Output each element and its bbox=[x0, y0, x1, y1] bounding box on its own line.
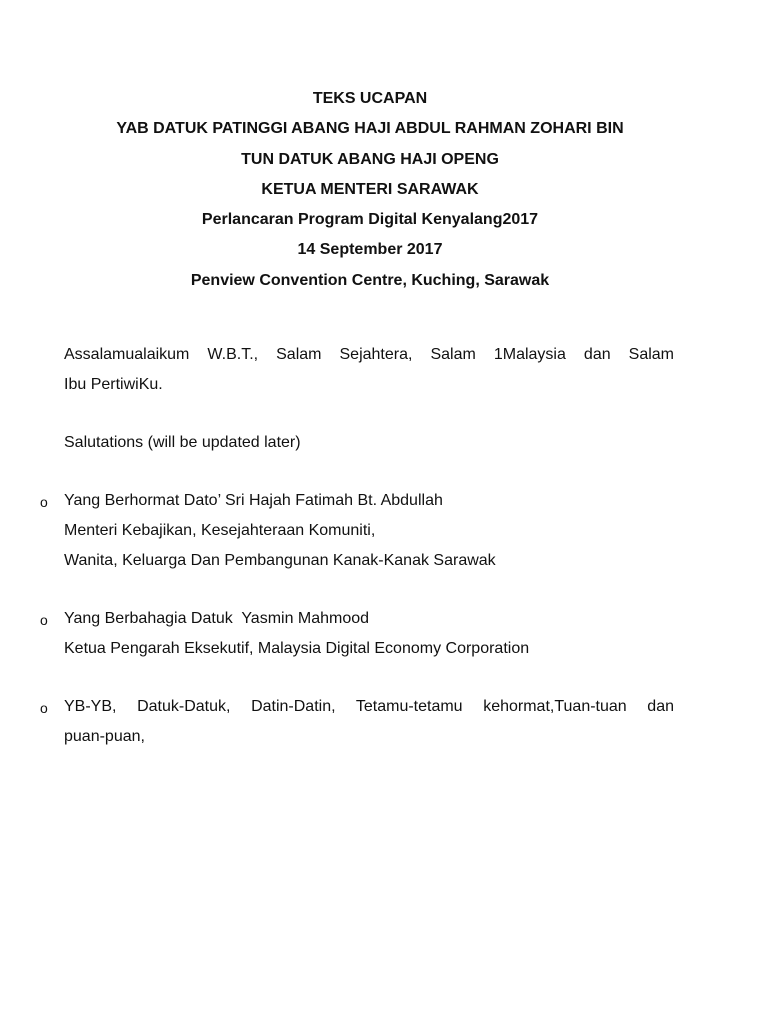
bullet-marker: o bbox=[40, 700, 48, 716]
header-event-date: 14 September 2017 bbox=[297, 241, 443, 259]
salutation-1-line-2: Menteri Kebajikan, Kesejahteraan Komuniti, bbox=[64, 522, 376, 539]
salutation-2-line-2: Ketua Pengarah Eksekutif, Malaysia Digital Economy Corporation bbox=[64, 640, 530, 657]
greeting-paragraph bbox=[64, 340, 674, 400]
header-speaker-name-line1: YAB DATUK PATINGGI ABANG HAJI ABDUL RAHMAN ZOHARI BIN bbox=[116, 120, 624, 138]
header-event-venue: Penview Convention Centre, Kuching, Sarawak bbox=[190, 271, 550, 289]
salutation-1-line-1: Yang Berhormat Dato’ Sri Hajah Fatimah Bt. Abdullah bbox=[64, 492, 443, 509]
salutation-entry-1 bbox=[64, 486, 674, 576]
header-speaker-position: KETUA MENTERI SARAWAK bbox=[261, 180, 479, 198]
header-event-name: Perlancaran Program Digital Kenyalang2017 bbox=[201, 211, 539, 229]
salutation-1-line-3: Wanita, Keluarga Dan Pembangunan Kanak-Kanak Sarawak bbox=[64, 552, 496, 569]
bullet-marker: o bbox=[40, 612, 48, 628]
bullet-marker: o bbox=[40, 494, 48, 510]
header-speaker-name-line2: TUN DATUK ABANG HAJI OPENG bbox=[241, 150, 499, 168]
greeting-line-2: Ibu PertiwiKu. bbox=[64, 376, 163, 393]
salutation-entry-3 bbox=[64, 692, 674, 752]
speech-header bbox=[60, 84, 680, 296]
greeting-line-1: Assalamualaikum W.B.T., Salam Sejahtera, Salam 1Malaysia dan Salam bbox=[64, 346, 674, 363]
salutations-heading: Salutations (will be updated later) bbox=[64, 434, 301, 451]
salutation-3-line-2: puan-puan, bbox=[64, 728, 145, 745]
salutation-3-line-1: YB-YB, Datuk-Datuk, Datin-Datin, Tetamu-tetamu kehormat,Tuan-tuan dan bbox=[64, 698, 674, 715]
salutation-entry-2 bbox=[64, 604, 674, 664]
salutation-2-line-1: Yang Berbahagia Datuk Yasmin Mahmood bbox=[64, 610, 370, 627]
header-title: TEKS UCAPAN bbox=[312, 90, 428, 107]
